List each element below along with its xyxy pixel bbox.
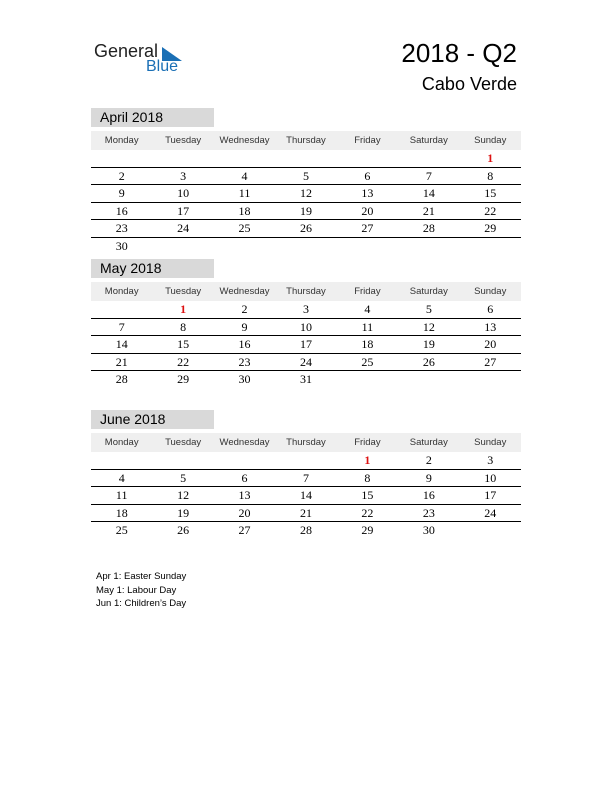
country-name: Cabo Verde [421, 74, 517, 94]
day-cell: 6 [364, 168, 371, 183]
day-cell: 12 [422, 319, 435, 334]
day-cell [91, 301, 152, 318]
week-row [91, 301, 521, 319]
weekday-label: Monday [104, 437, 139, 448]
day-cell [460, 238, 521, 255]
week-row [91, 185, 521, 203]
logo-general-text: General [94, 41, 159, 61]
day-cell: 15 [361, 488, 374, 502]
day-cell: 28 [422, 221, 435, 235]
day-cell: 3 [302, 302, 309, 316]
day-cell: 24 [484, 505, 497, 520]
weekday-label: Saturday [409, 437, 448, 448]
week-row [91, 238, 521, 255]
month-may [91, 259, 521, 388]
day-cell: 8 [180, 319, 187, 334]
month-april [91, 108, 521, 254]
day-cell: 16 [422, 488, 435, 502]
day-cell [214, 452, 275, 469]
day-cell [275, 452, 336, 469]
day-cell: 9 [241, 319, 248, 334]
holiday-notes [96, 570, 186, 611]
day-cell: 2 [118, 168, 125, 183]
day-cell [337, 150, 398, 167]
day-cell: 25 [361, 354, 374, 369]
week-row [91, 354, 521, 372]
day-cell: 11 [361, 319, 374, 334]
weekday-label: Wednesday [219, 135, 270, 146]
week-row [91, 487, 521, 505]
day-cell: 13 [361, 186, 374, 200]
day-cell: 25 [238, 221, 251, 235]
day-cell [398, 150, 459, 167]
weekday-label: Tuesday [165, 286, 202, 297]
day-cell: 29 [484, 221, 497, 235]
day-cell: 22 [361, 505, 374, 520]
week-row [91, 336, 521, 354]
day-cell: 16 [115, 203, 128, 218]
holiday-note: Apr 1: Easter Sunday [96, 571, 187, 582]
weekday-label: Saturday [409, 135, 448, 146]
day-cell: 18 [115, 505, 128, 520]
weekday-header-row [91, 282, 521, 301]
day-cell: 4 [241, 168, 248, 183]
day-cell [214, 150, 275, 167]
weekday-label: Wednesday [219, 286, 270, 297]
day-cell: 4 [118, 470, 125, 485]
day-cell: 22 [484, 203, 497, 218]
day-cell: 19 [422, 337, 435, 351]
day-cell [398, 238, 459, 255]
day-cell: 20 [484, 337, 497, 351]
day-cell: 27 [361, 221, 374, 235]
page-title: 2018 - Q2 [401, 38, 517, 68]
day-cell: 24 [177, 221, 190, 235]
day-cell: 8 [487, 168, 494, 183]
holiday-note: May 1: Labour Day [96, 584, 177, 596]
day-cell [91, 150, 152, 167]
day-cell: 29 [177, 372, 190, 386]
logo [94, 41, 194, 77]
day-cell: 12 [177, 488, 190, 502]
weekday-label: Thursday [286, 135, 326, 146]
day-cell: 10 [484, 470, 497, 485]
weekday-label: Sunday [474, 437, 507, 448]
month-header: May 2018 [91, 259, 214, 278]
day-cell: 1 [364, 453, 371, 467]
day-cell [337, 238, 398, 255]
weekday-header-row [91, 131, 521, 150]
weekday-label: Tuesday [165, 135, 202, 146]
week-row [91, 452, 521, 470]
day-cell: 4 [364, 302, 371, 316]
month-june [91, 410, 521, 539]
day-cell: 17 [484, 488, 497, 502]
weekday-label: Sunday [474, 286, 507, 297]
week-row [91, 150, 521, 168]
day-cell: 14 [422, 186, 435, 200]
week-row [91, 203, 521, 221]
month-header: April 2018 [91, 108, 214, 127]
week-row [91, 319, 521, 337]
logo-blue-text: Blue [146, 58, 179, 75]
day-cell: 11 [238, 186, 251, 200]
day-cell: 7 [425, 168, 432, 183]
day-cell [460, 522, 521, 539]
day-cell [337, 371, 398, 388]
day-cell: 23 [115, 221, 128, 235]
week-row [91, 522, 521, 539]
day-cell: 10 [177, 186, 190, 200]
day-cell: 27 [484, 354, 497, 369]
day-cell: 9 [118, 186, 125, 200]
day-cell: 28 [115, 372, 128, 386]
week-row [91, 168, 521, 186]
day-cell: 25 [115, 523, 128, 537]
day-cell: 5 [180, 470, 187, 485]
day-cell: 6 [241, 470, 248, 485]
week-row [91, 505, 521, 523]
day-cell: 30 [238, 372, 251, 386]
day-cell: 13 [484, 319, 497, 334]
day-cell: 5 [425, 302, 432, 316]
day-cell: 18 [361, 337, 374, 351]
day-cell: 7 [302, 470, 309, 485]
day-cell [152, 150, 213, 167]
weekday-label: Monday [104, 286, 139, 297]
day-cell: 23 [422, 505, 435, 520]
day-cell [91, 452, 152, 469]
day-cell: 14 [115, 337, 128, 351]
day-cell: 21 [115, 354, 128, 369]
day-cell: 23 [238, 354, 251, 369]
weekday-label: Sunday [474, 135, 507, 146]
day-cell: 8 [364, 470, 371, 485]
day-cell: 19 [299, 203, 312, 218]
day-cell: 21 [299, 505, 312, 520]
weekday-label: Saturday [409, 286, 448, 297]
month-header: June 2018 [91, 410, 214, 429]
day-cell: 3 [487, 453, 494, 467]
day-cell [460, 371, 521, 388]
day-cell: 1 [487, 151, 494, 165]
day-cell: 31 [299, 372, 312, 386]
day-cell [152, 238, 213, 255]
weekday-header-row [91, 433, 521, 452]
week-row [91, 470, 521, 488]
weekday-label: Wednesday [219, 437, 270, 448]
day-cell: 11 [115, 488, 128, 502]
day-cell: 1 [180, 302, 187, 316]
day-cell: 2 [425, 453, 432, 467]
day-cell [152, 452, 213, 469]
weekday-label: Monday [104, 135, 139, 146]
day-cell: 30 [422, 523, 435, 537]
day-cell: 3 [180, 168, 187, 183]
weekday-label: Thursday [286, 286, 326, 297]
day-cell [214, 238, 275, 255]
day-cell: 17 [177, 203, 190, 218]
week-row [91, 371, 521, 388]
day-cell: 7 [118, 319, 125, 334]
day-cell: 2 [241, 302, 248, 316]
day-cell: 22 [177, 354, 190, 369]
day-cell: 29 [361, 523, 374, 537]
day-cell: 9 [425, 470, 432, 485]
day-cell: 15 [484, 186, 497, 200]
day-cell: 19 [177, 505, 190, 520]
day-cell: 10 [299, 319, 312, 334]
day-cell: 30 [115, 238, 128, 253]
day-cell: 26 [422, 354, 435, 369]
day-cell: 28 [299, 523, 312, 537]
day-cell: 20 [361, 203, 374, 218]
day-cell: 17 [299, 337, 312, 351]
day-cell: 26 [177, 523, 190, 537]
day-cell: 20 [238, 505, 251, 520]
week-row [91, 220, 521, 238]
day-cell: 26 [299, 221, 312, 235]
day-cell: 5 [302, 168, 309, 183]
day-cell: 6 [487, 302, 494, 316]
day-cell: 13 [238, 488, 251, 502]
weekday-label: Friday [354, 437, 381, 448]
day-cell [275, 150, 336, 167]
day-cell [275, 238, 336, 255]
holiday-note: Jun 1: Children’s Day [96, 598, 187, 609]
day-cell [398, 371, 459, 388]
weekday-label: Tuesday [165, 437, 202, 448]
day-cell: 15 [177, 337, 190, 351]
weekday-label: Friday [354, 286, 381, 297]
day-cell: 18 [238, 203, 251, 218]
weekday-label: Thursday [286, 437, 326, 448]
weekday-label: Friday [354, 135, 381, 146]
day-cell: 27 [238, 523, 251, 537]
day-cell: 16 [238, 337, 251, 351]
day-cell: 12 [299, 186, 312, 200]
day-cell: 14 [299, 488, 312, 502]
day-cell: 21 [422, 203, 435, 218]
day-cell: 24 [299, 354, 312, 369]
